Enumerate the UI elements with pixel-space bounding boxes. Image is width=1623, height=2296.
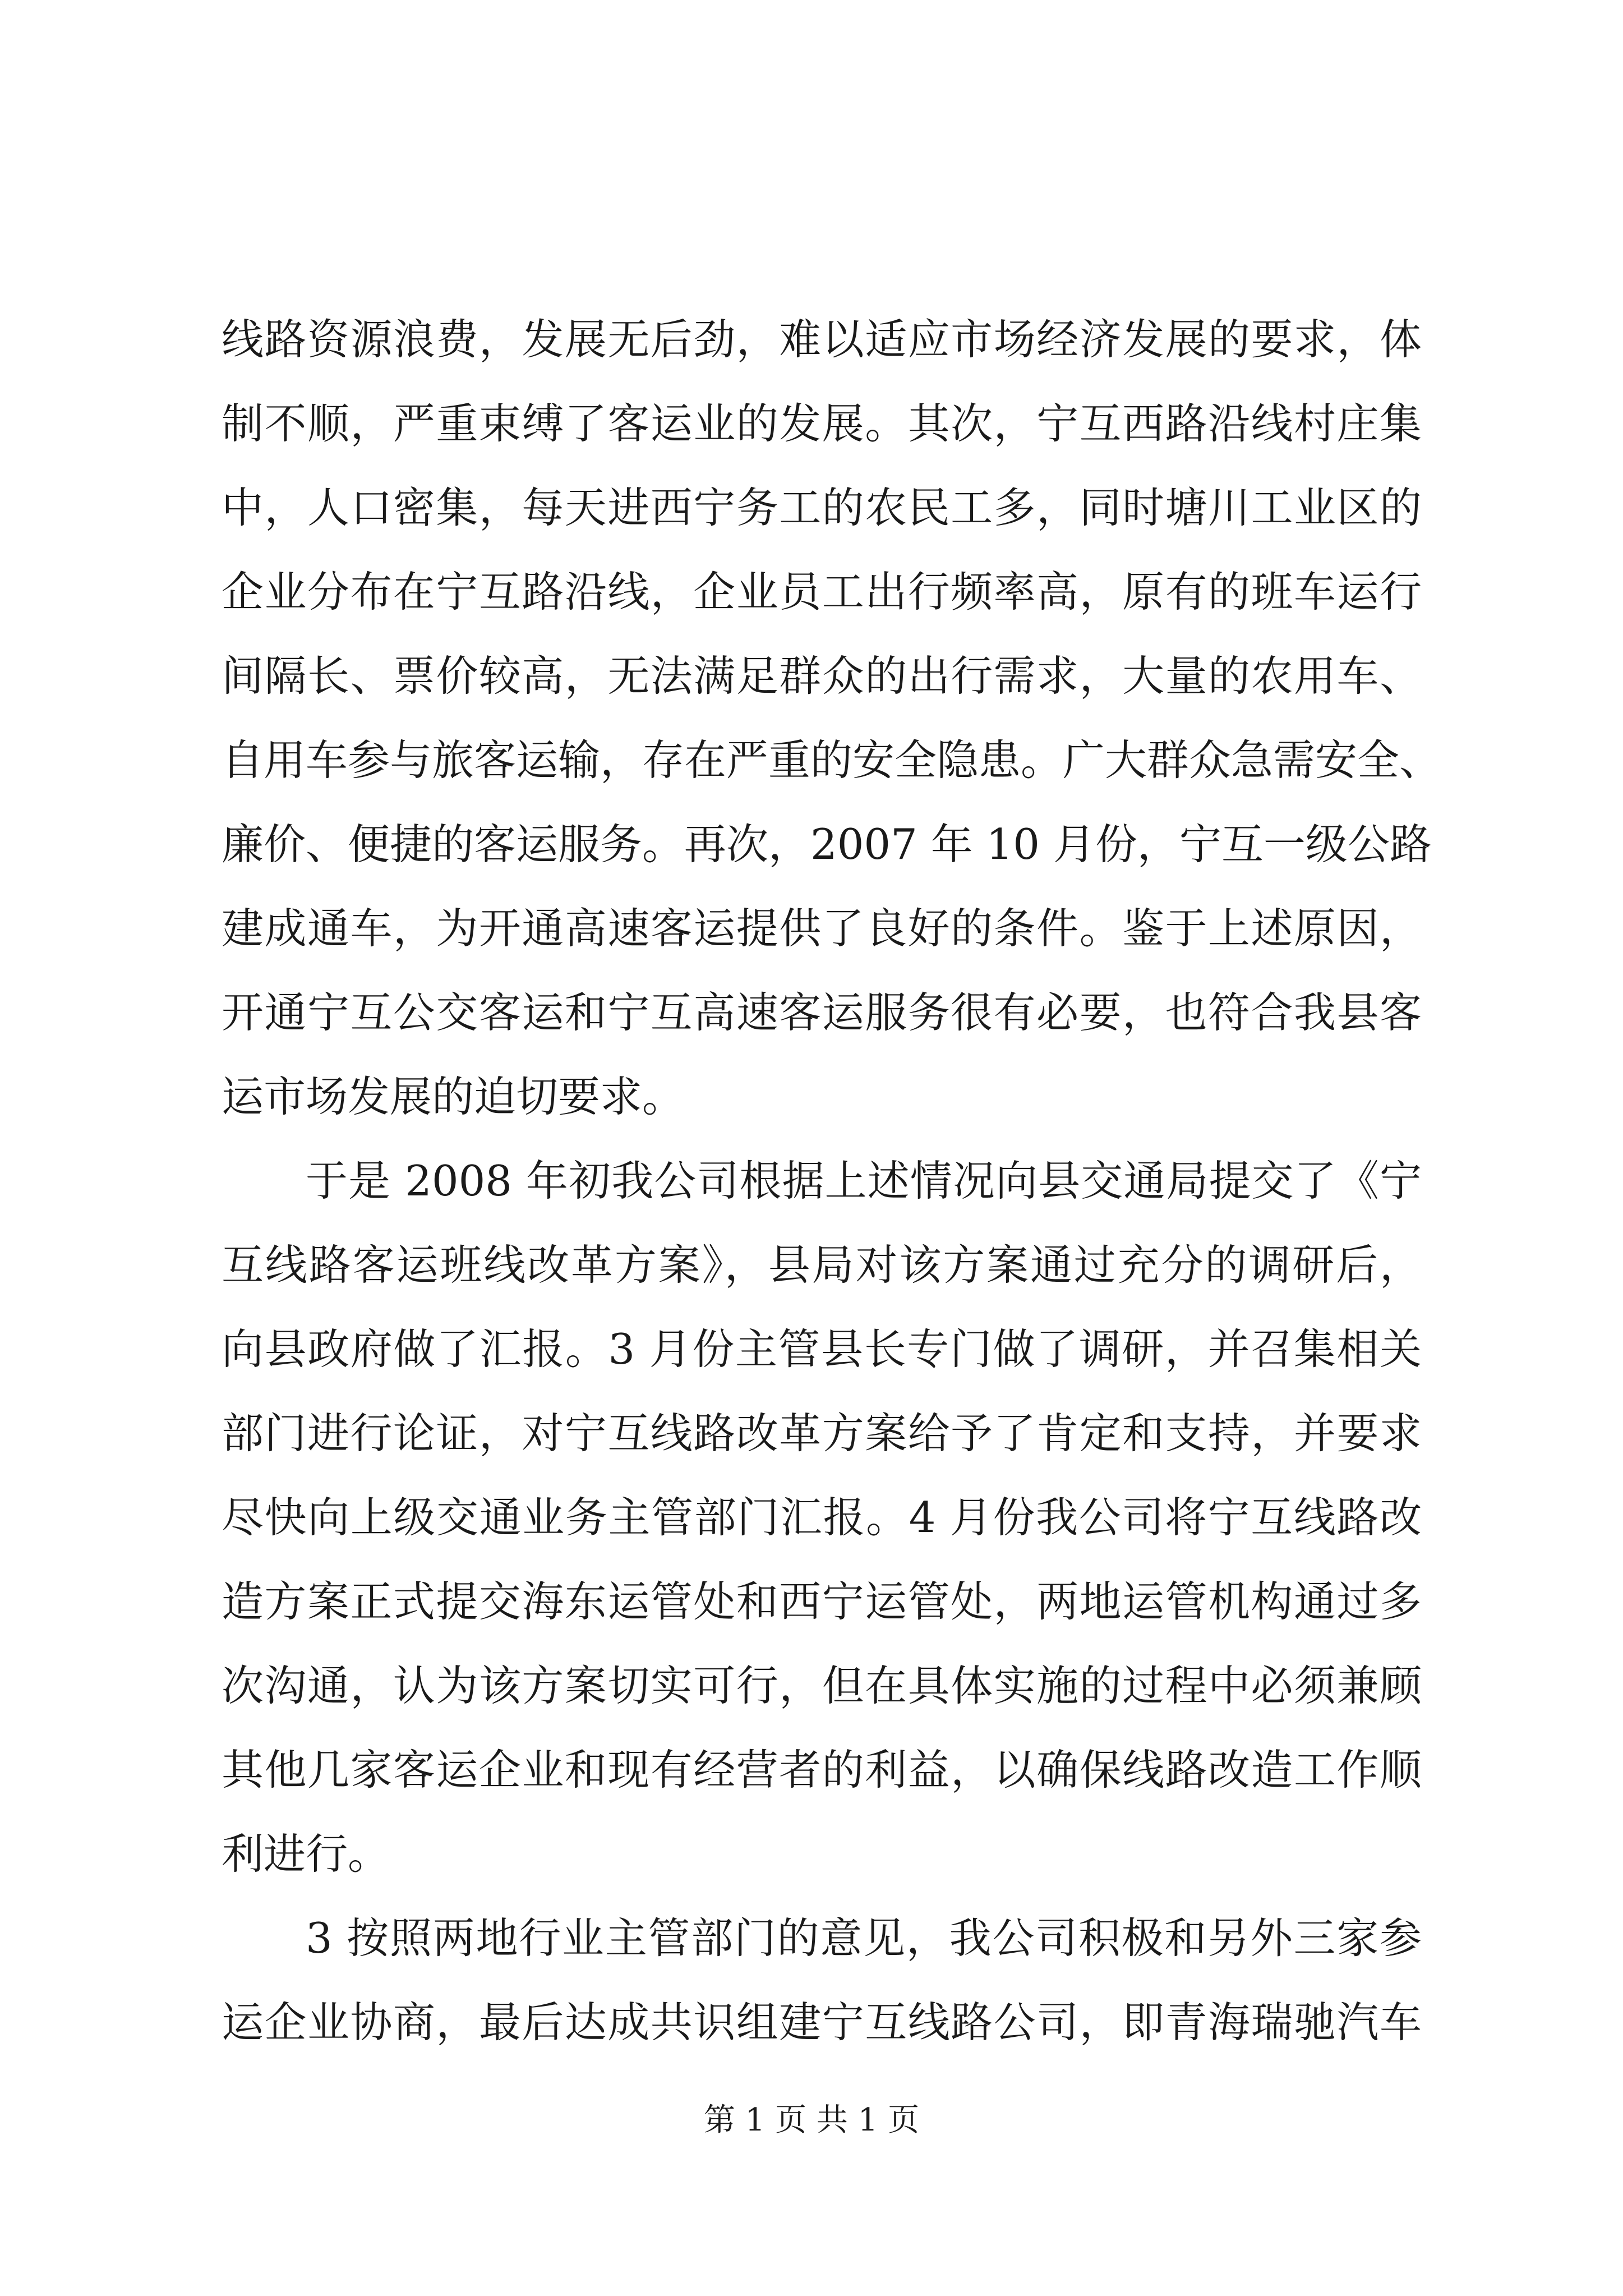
text-line: 建成通车，为开通高速客运提供了良好的条件。鉴于上述原因，	[222, 904, 1422, 953]
text-line: 次沟通，认为该方案切实可行，但在具体实施的过程中必须兼顾	[222, 1661, 1422, 1710]
text-line: 造方案正式提交海东运管处和西宁运管处，两地运管机构通过多	[222, 1577, 1422, 1626]
text-line: 运市场发展的迫切要求。	[222, 1072, 685, 1121]
text-line: 其他几家客运企业和现有经营者的利益，以确保线路改造工作顺	[222, 1745, 1422, 1795]
text-line: 利进行。	[222, 1829, 390, 1879]
text-line: 线路资源浪费，发展无后劲，难以适应市场经济发展的要求，体	[222, 315, 1422, 364]
text-line: 向县政府做了汇报。3 月份主管县长专门做了调研，并召集相关	[222, 1324, 1422, 1374]
text-line: 间隔长、票价较高，无法满足群众的出行需求，大量的农用车、	[222, 651, 1422, 701]
text-line: 自用车参与旅客运输，存在严重的安全隐患。广大群众急需安全、	[222, 735, 1442, 785]
paragraph-first-line: 于是 2008 年初我公司根据上述情况向县交通局提交了《宁	[306, 1156, 1422, 1205]
text-line: 廉价、便捷的客运服务。再次，2007 年 10 月份，宁互一级公路	[222, 820, 1432, 869]
paragraph-first-line: 3 按照两地行业主管部门的意见，我公司积极和另外三家参	[306, 1913, 1422, 1963]
page-number-footer: 第 1 页 共 1 页	[703, 2102, 920, 2138]
text-line: 部门进行论证，对宁互线路改革方案给予了肯定和支持，并要求	[222, 1409, 1422, 1458]
text-line: 互线路客运班线改革方案》，县局对该方案通过充分的调研后，	[222, 1240, 1422, 1290]
text-line: 开通宁互公交客运和宁互高速客运服务很有必要，也符合我县客	[222, 988, 1422, 1037]
text-line: 运企业协商，最后达成共识组建宁互线路公司，即青海瑞驰汽车	[222, 1998, 1422, 2047]
text-line: 企业分布在宁互路沿线，企业员工出行频率高，原有的班车运行	[222, 567, 1422, 616]
text-line: 制不顺，严重束缚了客运业的发展。其次，宁互西路沿线村庄集	[222, 399, 1422, 448]
text-line: 尽快向上级交通业务主管部门汇报。4 月份我公司将宁互线路改	[222, 1493, 1422, 1542]
text-line: 中，人口密集，每天进西宁务工的农民工多，同时塘川工业区的	[222, 483, 1422, 532]
